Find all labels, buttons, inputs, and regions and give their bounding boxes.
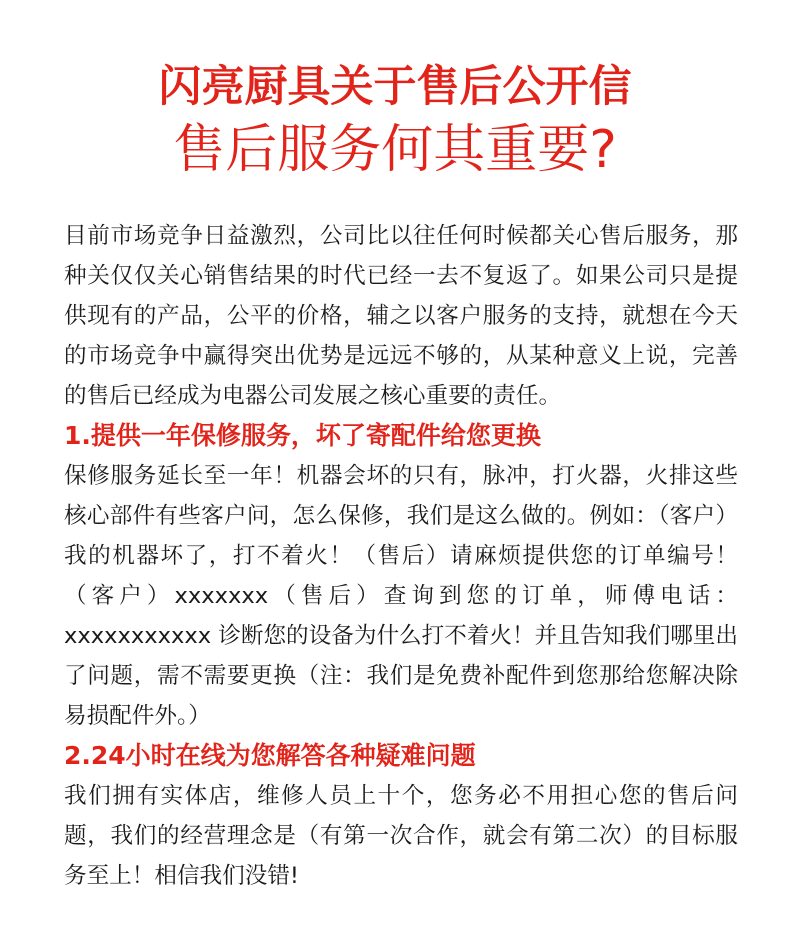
- intro-paragraph: 目前市场竞争日益激烈，公司比以往任何时候都关心售后服务，那种关仅仅关心销售结果的时代已经一去不复返了。如果公司只是提供现有的产品，公平的价格，辅之以客户服务的支持，就想在今天的市场竞争中赢得突出优势是远远不够的，从某种意义上说，完善的售后已经成为电器公司发展之核心重要的责任。: [64, 223, 738, 409]
- page-subtitle: 售后服务何其重要?: [173, 120, 617, 180]
- section-heading-warranty: 1.提供一年保修服务，坏了寄配件给您更换: [64, 421, 541, 450]
- section-text-warranty: 保修服务延长至一年！机器会坏的只有，脉冲，打火器，火排这些核心部件有些客户问，怎么保修，我们是这么做的。例如：（客户）我的机器坏了，打不着火！（售后）请麻烦提供您的订单编号！（客户）xxxxxxx（售后）查询到您的订单，师傅电话：xxxxxxxxxxx 诊断您的设备为什么打不着火！并且告知我们哪里出了问题，需不需要更换（注：我们是免费补配件到您那给您解决除易损配件外。）: [64, 463, 738, 729]
- section-heading-online-support: 2.24小时在线为您解答各种疑难问题: [64, 741, 476, 770]
- section-text-online-support: 我们拥有实体店，维修人员上十个，您务必不用担心您的售后问题，我们的经营理念是（有第一次合作，就会有第二次）的目标服务至上！相信我们没错!: [64, 783, 738, 889]
- letter-body: [64, 216, 738, 896]
- page-title: 闪亮厨具关于售后公开信: [158, 62, 632, 112]
